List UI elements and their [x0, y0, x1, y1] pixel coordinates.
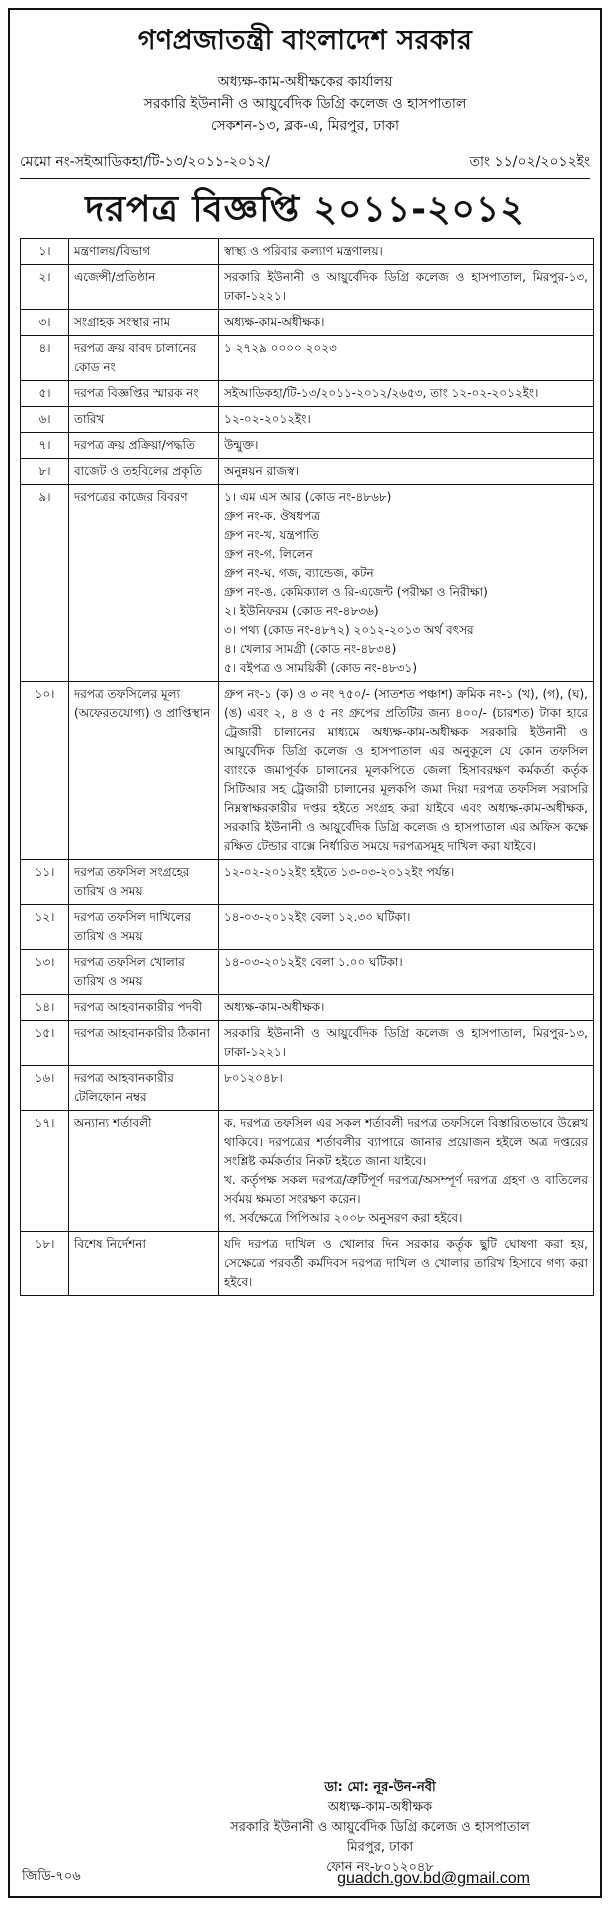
row-value-line: ৩। পথ্য (কোড নং-৪৮৭২) ২০১২-২০১৩ অর্থ বৎসর: [224, 623, 474, 637]
row-item: দরপত্র ক্রয় প্রক্রিয়া/পদ্ধতি: [69, 433, 219, 459]
row-value: অধ্যক্ষ-কাম-অধীক্ষক।: [219, 995, 594, 1021]
row-value: যদি দরপত্র দাখিল ও খোলার দিন সরকার কর্তৃক ছুটি ঘোষণা করা হয়, সেক্ষেত্রে পরবর্তী কর্মদিবস দরপত্র দাখিল ও খোলার তারিখ হিসাবে গণ্য করা হইবে।: [219, 1232, 594, 1296]
notice-title: দরপত্র বিজ্ঞপ্তি ২০১১-২০১২: [85, 189, 525, 230]
row-value-line: ৫। বইপত্র ও সাময়িকী (কোড নং-৪৮৩১): [224, 661, 418, 675]
row-item: বাজেট ও তহবিলের প্রকৃতি: [69, 459, 219, 485]
office-line-2: সরকারি ইউনানী ও আয়ুর্বেদিক ডিগ্রি কলেজ ও হাসপাতাল: [143, 96, 467, 112]
row-value: স্বাস্থ্য ও পরিবার কল্যাণ মন্ত্রণালয়।: [219, 239, 594, 265]
row-number: ১৬।: [21, 1066, 69, 1111]
row-number: ১২।: [21, 905, 69, 950]
row-value-line: গ্রুপ নং-ক. ঔষধপত্র: [224, 509, 321, 523]
row-value: ১৪-০৩-২০১২ইং বেলা ১.০০ ঘটিকা।: [219, 950, 594, 995]
table-row: [21, 682, 594, 860]
row-number: ৬।: [21, 407, 69, 433]
row-value: অধ্যক্ষ-কাম-অধীক্ষক।: [219, 310, 594, 336]
row-value: ১৪-০৩-২০১২ইং বেলা ১২.৩০ ঘটিকা।: [219, 905, 594, 950]
row-item: বিশেষ নির্দেশনা: [69, 1232, 219, 1296]
table-row: [21, 1066, 594, 1111]
office-line-3: সেকশন-১৩, ব্লক-এ, মিরপুর, ঢাকা: [210, 118, 400, 134]
notice-header: [10, 20, 600, 137]
row-value: ১ ২৭২৯ ০০০০ ২০২৩: [219, 336, 594, 381]
row-number: ৫।: [21, 381, 69, 407]
row-value: [219, 1111, 594, 1232]
row-number: ১৫।: [21, 1021, 69, 1066]
row-value: সরকারি ইউনানী ও আয়ুর্বেদিক ডিগ্রি কলেজ ও হাসপাতাল, মিরপুর-১৩, ঢাকা-১২২১।: [219, 265, 594, 310]
row-number: ১৮।: [21, 1232, 69, 1296]
table-row: [21, 265, 594, 310]
row-value-line: গ. সর্বক্ষেত্রে পিপিআর ২০০৮ অনুসরণ করা হইবে।: [224, 1211, 463, 1225]
row-number: ৪।: [21, 336, 69, 381]
row-value-line: গ্রুপ নং-খ. যন্ত্রপাতি: [224, 528, 319, 542]
row-item: দরপত্র আহবানকারীর টেলিফোন নম্বর: [69, 1066, 219, 1111]
table-row: [21, 336, 594, 381]
row-item: দরপত্র তফসিল দাখিলের তারিখ ও সময়: [69, 905, 219, 950]
row-value-line: ক. দরপত্র তফসিল এর সকল শর্তাবলী দরপত্র তফসিলে বিস্তারিতভাবে উল্লেখ থাকিবে। দরপত্রের শর্তাবলীর ব্যাপারে জানার প্রয়োজন হইলে অত্র দপ্তরের সংশ্লিষ্ট কর্মকর্তার নিকট হইতে জানা যাইবে।: [224, 1116, 588, 1168]
row-value: [219, 485, 594, 682]
row-item: দরপত্র আহবানকারীর পদবী: [69, 995, 219, 1021]
table-row: [21, 485, 594, 682]
row-number: ৮।: [21, 459, 69, 485]
row-item: সংগ্রাহক সংস্থার নাম: [69, 310, 219, 336]
signatory-institution: সরকারি ইউনানী ও আয়ুর্বেদিক ডিগ্রি কলেজ ও হাসপাতাল: [230, 1820, 530, 1835]
row-value: উন্মুক্ত।: [219, 433, 594, 459]
table-row: [21, 239, 594, 265]
row-number: ১।: [21, 239, 69, 265]
row-item: তারিখ: [69, 407, 219, 433]
row-number: ১০।: [21, 682, 69, 860]
row-value-line: ১। এম এস আর (কোড নং-৪৮৬৮): [224, 490, 392, 504]
gd-number: জিডি-৭০৬: [22, 1869, 81, 1884]
row-item: দরপত্র তফসিল খোলার তারিখ ও সময়: [69, 950, 219, 995]
memo-date: তাং ১১/০২/২০১২ইং: [469, 154, 590, 170]
row-value: গ্রুপ নং-১ (ক) ও ৩ নং ৭৫০/- (সাতশত পঞ্চাশ) ক্রমিক নং-১ (খ), (গ), (ঘ), (ঙ) এবং ২, ৪ ও ৫ নং গ্রুপের প্রতিটির জন্য ৪০০/- (চারশত) টাকা হারে ট্রেজারী চালানের মাধ্যমে অধ্যক্ষ-কাম-অধীক্ষক সরকারি ইউনানী ও আয়ুর্বেদিক ডিগ্রি কলেজ ও হাসপাতাল এর অনুকূলে যে কোন তফসিল ব্যাংকে জমাপূর্বক চালানের মূলকপিতে জেলা হিসাবরক্ষণ কর্মকর্তা কর্তৃক সিটিআর সহ ট্রেজারী চালানের মূলকপি জমা দিয়া দরপত্র তফসিল সরাসরি নিম্নস্বাক্ষরকারীর দপ্তর হইতে সংগ্রহ করা যাইবে এবং অধ্যক্ষ-কাম-অধীক্ষক, সরকারি ইউনানী ও আয়ুর্বেদিক ডিগ্রি কলেজ ও হাসপাতাল এর অফিস কক্ষে রক্ষিত টেন্ডার বাক্সে নির্ধারিত সময়ে দরপত্রসমূহ দাখিল করা যাইবে।: [219, 682, 594, 860]
signatory-designation: অধ্যক্ষ-কাম-অধীক্ষক: [327, 1800, 433, 1815]
row-item: দরপত্র তফসিল সংগ্রহের তারিখ ও সময়: [69, 860, 219, 905]
table-row: [21, 459, 594, 485]
row-item: দরপত্র ক্রয় বাবদ চালানের কোড নং: [69, 336, 219, 381]
email-link[interactable]: guadch.gov.bd@gmail.com: [337, 1870, 530, 1887]
office-address: [10, 71, 600, 137]
row-item: অন্যান্য শর্তাবলী: [69, 1111, 219, 1232]
row-value: ৮০১২০৪৮।: [219, 1066, 594, 1111]
row-value: সইআডিকহা/টি-১৩/২০১১-২০১২/২৬৫৩, তাং ১২-০২-২০১২ইং।: [219, 381, 594, 407]
table-row: [21, 1232, 594, 1296]
table-row: [21, 995, 594, 1021]
row-value-line: গ্রুপ নং-গ. লিলেন: [224, 547, 313, 561]
row-value: সরকারি ইউনানী ও আয়ুর্বেদিক ডিগ্রি কলেজ ও হাসপাতাল, মিরপুর-১৩, ঢাকা-১২২১।: [219, 1021, 594, 1066]
table-row: [21, 407, 594, 433]
signatory-phone: ফোন নং-৮০১২০৪৮: [326, 1860, 434, 1875]
table-row: [21, 381, 594, 407]
row-item: দরপত্রের কাজের বিবরণ: [69, 485, 219, 682]
row-value: ১২-০২-২০১২ইং।: [219, 407, 594, 433]
memo-row: [20, 150, 590, 179]
table-row: [21, 1021, 594, 1066]
signatory-location: মিরপুর, ঢাকা: [346, 1840, 414, 1855]
table-row: [21, 1111, 594, 1232]
table-row: [21, 905, 594, 950]
row-value-line: গ্রুপ নং-ঙ. কেমিক্যাল ও রি-এজেন্ট (পরীক্ষা ও নিরীক্ষা): [224, 585, 488, 599]
table-row: [21, 950, 594, 995]
signature-block: [200, 1778, 560, 1878]
table-row: [21, 860, 594, 905]
row-value: ১২-০২-২০১২ইং হইতে ১৩-০৩-২০১২ইং পর্যন্ত।: [219, 860, 594, 905]
row-number: ৩।: [21, 310, 69, 336]
row-value-line: গ্রুপ নং-ঘ. গজ, ব্যান্ডেজ, কটন: [224, 566, 374, 580]
tender-table: [20, 238, 594, 1296]
row-value-line: ৪। খেলার সামগ্রী (কোড নং-৪৮৩৪): [224, 642, 397, 656]
row-number: ১৪।: [21, 995, 69, 1021]
table-row: [21, 310, 594, 336]
row-value-line: খ. কর্তৃপক্ষ সকল দরপত্র/ত্রুটিপূর্ণ দরপত্র/অসম্পূর্ণ দরপত্র গ্রহণ ও বাতিলের সর্বময় ক্ষমতা সংরক্ষণ করেন।: [224, 1173, 588, 1206]
row-value-line: ২। ইউনিফরম (কোড নং-৪৮৩৬): [224, 604, 379, 618]
tender-notice-page: [8, 8, 602, 1898]
row-number: ১৭।: [21, 1111, 69, 1232]
signatory-name: ডা: মো: নূর-উন-নবী: [324, 1780, 436, 1795]
row-number: ৯।: [21, 485, 69, 682]
row-item: এজেন্সী/প্রতিষ্ঠান: [69, 265, 219, 310]
row-number: ১১।: [21, 860, 69, 905]
row-item: দরপত্র আহবানকারীর ঠিকানা: [69, 1021, 219, 1066]
row-value: অনুন্নয়ন রাজস্ব।: [219, 459, 594, 485]
row-number: ২।: [21, 265, 69, 310]
row-item: মন্ত্রণালয়/বিভাগ: [69, 239, 219, 265]
memo-number: মেমো নং-সইআডিকহা/টি-১৩/২০১১-২০১২/: [20, 154, 271, 170]
government-name: গণপ্রজাতন্ত্রী বাংলাদেশ সরকার: [137, 25, 473, 56]
row-number: ১৩।: [21, 950, 69, 995]
row-number: ৭।: [21, 433, 69, 459]
row-item: দরপত্র তফসিলের মূল্য (অফেরতযোগ্য) ও প্রাপ্তিস্থান: [69, 682, 219, 860]
table-row: [21, 433, 594, 459]
row-item: দরপত্র বিজ্ঞপ্তির স্মারক নং: [69, 381, 219, 407]
office-line-1: অধ্যক্ষ-কাম-অধীক্ষকের কার্যালয়: [217, 74, 393, 90]
